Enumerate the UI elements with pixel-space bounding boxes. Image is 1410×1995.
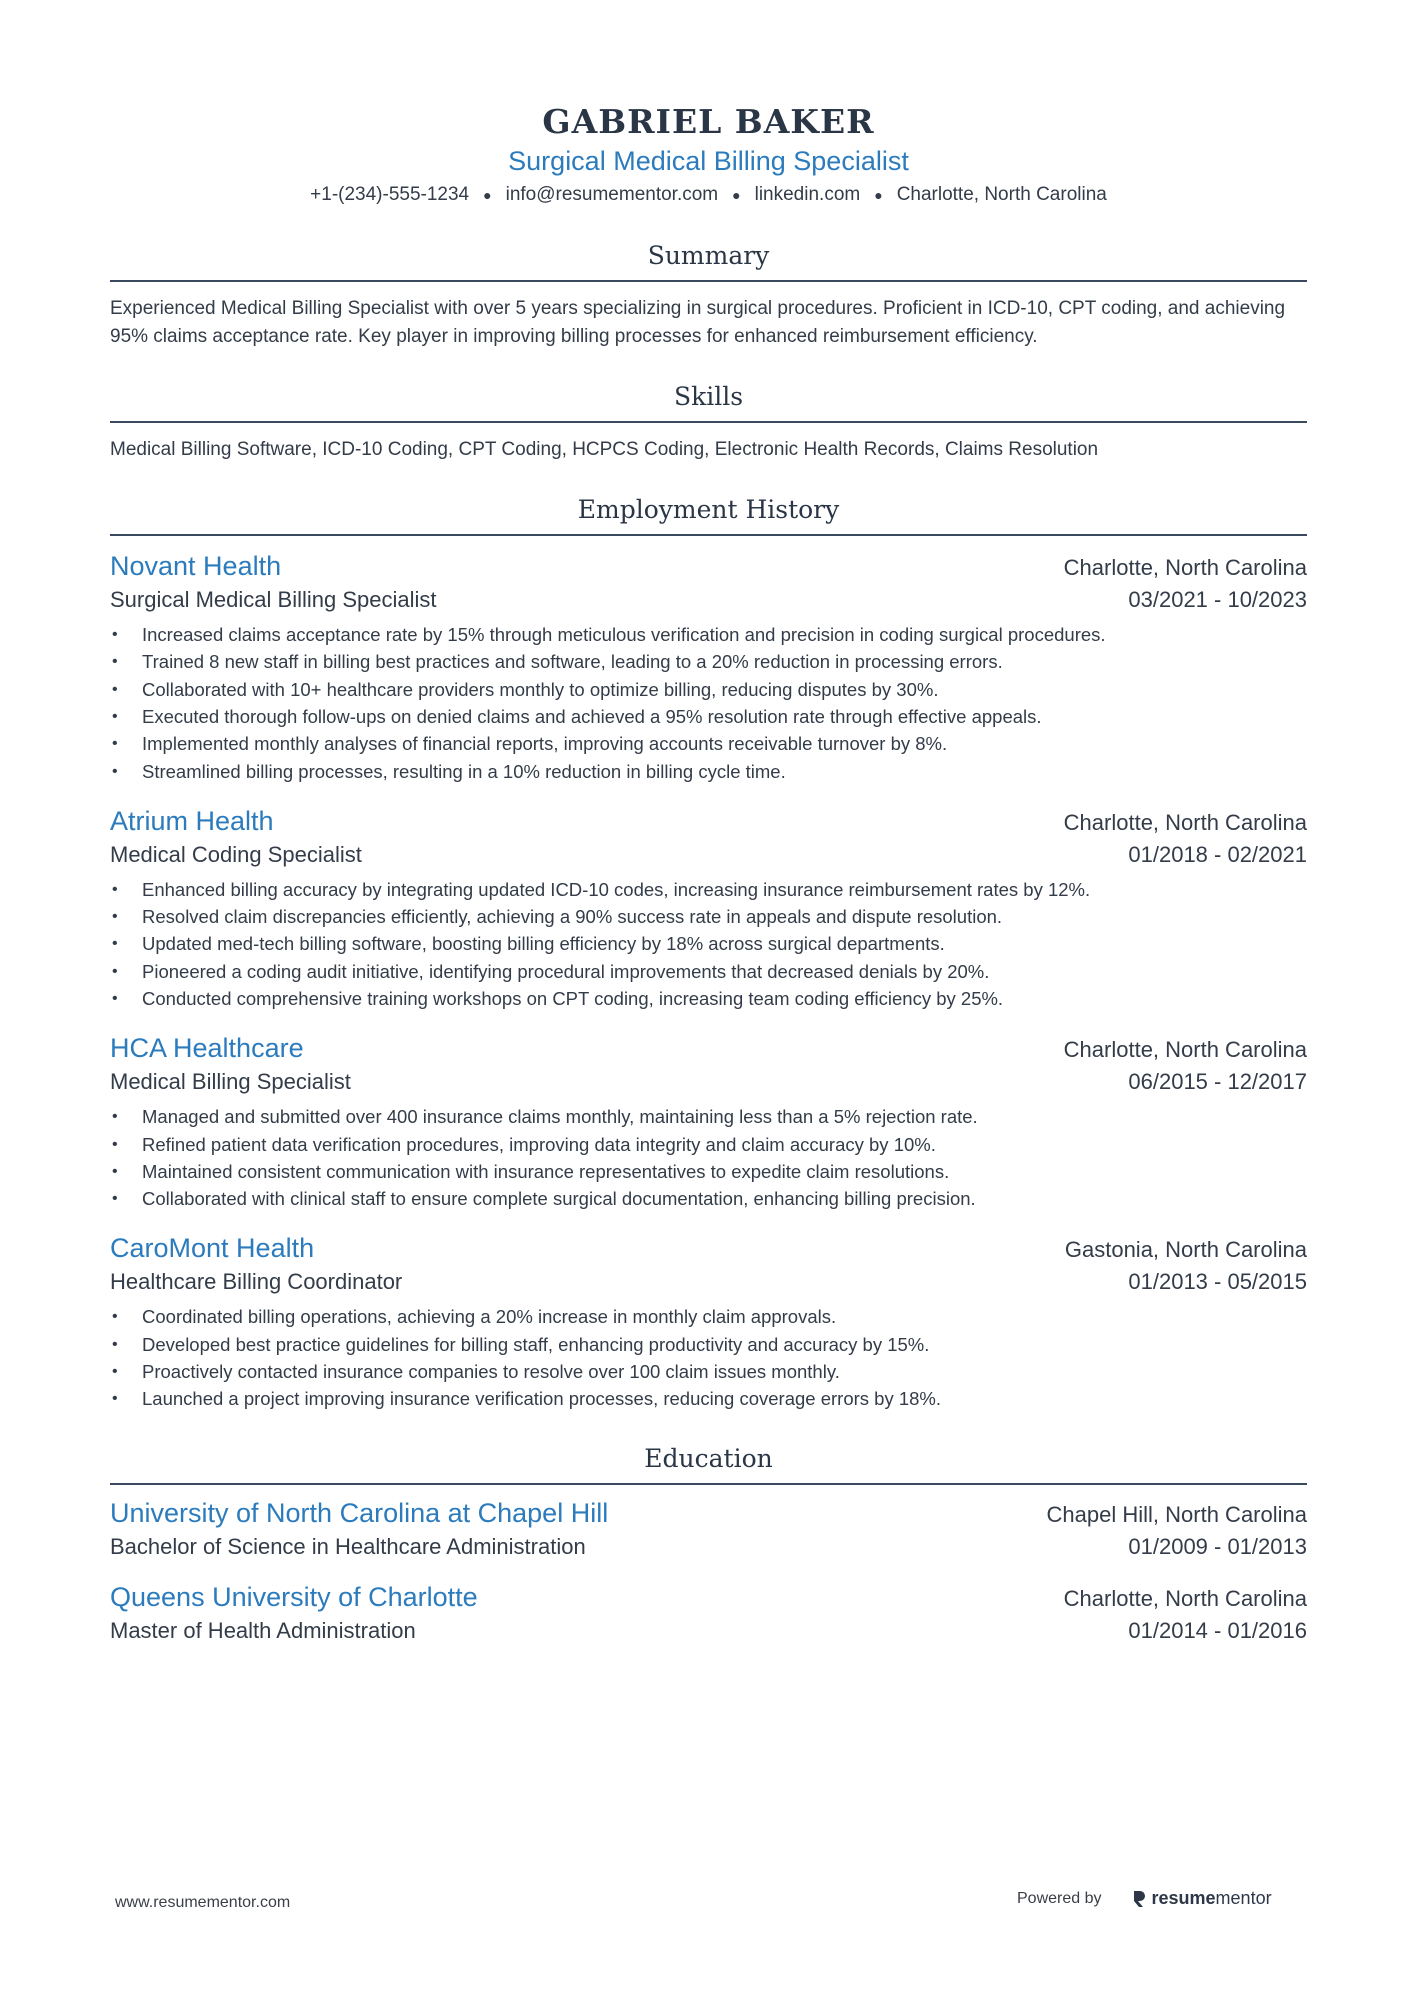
job-bullet: • Streamlined billing processes, resulting in a 10% reduction in billing cycle time.	[110, 758, 1307, 785]
degree-dates: 01/2009 - 01/2013	[1128, 1533, 1307, 1559]
school-header-row	[110, 1495, 1307, 1531]
job-bullet: • Conducted comprehensive training workshops on CPT coding, increasing team coding efficiency by 25%.	[110, 985, 1307, 1012]
brand-logo[interactable]	[1132, 1888, 1272, 1909]
degree-name: Master of Health Administration	[110, 1617, 416, 1643]
section-heading: Employment History	[110, 494, 1307, 536]
job-bullet: • Refined patient data verification procedures, improving data integrity and claim accuracy by 10%.	[110, 1131, 1307, 1158]
school-header-row	[110, 1579, 1307, 1615]
footer-website[interactable]: www.resumementor.com	[115, 1894, 291, 1911]
job-bullet: • Executed thorough follow-ups on denied claims and achieved a 95% resolution rate through effective appeals.	[110, 703, 1307, 730]
job-bullet: • Proactively contacted insurance companies to resolve over 100 claim issues monthly.	[110, 1358, 1307, 1385]
powered-by-label: Powered by	[1017, 1889, 1102, 1907]
job-bullet: • Managed and submitted over 400 insurance claims monthly, maintaining less than a 5% rejection rate.	[110, 1103, 1307, 1130]
job-role-row	[110, 584, 1307, 616]
education-list	[110, 1495, 1307, 1647]
job-bullet: • Collaborated with clinical staff to ensure complete surgical documentation, enhancing billing precision.	[110, 1185, 1307, 1212]
job-role-row	[110, 839, 1307, 871]
contact-phone: +1-(234)-555-1234	[310, 184, 470, 206]
education-section	[110, 1443, 1307, 1647]
job-entry	[110, 1230, 1307, 1412]
resume-header	[110, 100, 1307, 210]
job-bullet: • Updated med-tech billing software, boosting billing efficiency by 18% across surgical departments.	[110, 930, 1307, 957]
job-list	[110, 548, 1307, 1413]
job-role: Healthcare Billing Coordinator	[110, 1269, 403, 1295]
summary-text: Experienced Medical Billing Specialist with over 5 years specializing in surgical procedures. Proficient in ICD-10, CPT coding, and achieving 95% claims acceptance rate. Key player in improving billing processes for enhanced reimbursement efficiency.	[110, 298, 1286, 348]
company-name: Novant Health	[110, 551, 282, 582]
job-bullet: • Increased claims acceptance rate by 15% through meticulous verification and precision in coding surgical procedures.	[110, 621, 1307, 648]
job-entry	[110, 548, 1307, 785]
company-name: CaroMont Health	[110, 1233, 315, 1264]
brand-name-strong: resume	[1151, 1888, 1216, 1908]
job-location: Charlotte, North Carolina	[1063, 809, 1307, 835]
degree-dates: 01/2014 - 01/2016	[1128, 1617, 1307, 1643]
job-role-row	[110, 1066, 1307, 1098]
candidate-title: Surgical Medical Billing Specialist	[508, 146, 909, 176]
summary-section	[110, 240, 1307, 351]
company-name: HCA Healthcare	[110, 1033, 304, 1064]
job-location: Charlotte, North Carolina	[1063, 1037, 1307, 1063]
contact-linkedin[interactable]: linkedin.com	[754, 184, 861, 206]
school-name: University of North Carolina at Chapel Hill	[110, 1497, 609, 1528]
separator-dot: ●	[732, 187, 741, 203]
education-entry	[110, 1495, 1307, 1563]
section-heading: Summary	[110, 240, 1307, 282]
job-location: Gastonia, North Carolina	[1064, 1237, 1307, 1263]
company-name: Atrium Health	[110, 805, 274, 836]
separator-dot: ●	[874, 187, 883, 203]
school-location: Chapel Hill, North Carolina	[1046, 1501, 1307, 1527]
job-dates: 01/2013 - 05/2015	[1128, 1269, 1307, 1295]
brand-name-light: mentor	[1215, 1888, 1272, 1908]
separator-dot: ●	[483, 187, 492, 203]
job-bullet: • Implemented monthly analyses of financial reports, improving accounts receivable turnover by 8%.	[110, 730, 1307, 757]
job-header-row	[110, 548, 1307, 584]
job-role-row	[110, 1266, 1307, 1298]
job-bullet: • Resolved claim discrepancies efficiently, achieving a 90% success rate in appeals and dispute resolution.	[110, 903, 1307, 930]
skills-section	[110, 381, 1307, 464]
contact-email[interactable]: info@resumementor.com	[505, 184, 719, 206]
resumementor-logo-icon	[1132, 1890, 1146, 1908]
job-dates: 03/2021 - 10/2023	[1128, 587, 1307, 613]
resume-page	[110, 100, 1307, 1647]
job-role: Medical Coding Specialist	[110, 841, 362, 867]
job-bullet: • Pioneered a coding audit initiative, identifying procedural improvements that decreased denials by 20%.	[110, 958, 1307, 985]
job-dates: 01/2018 - 02/2021	[1128, 841, 1307, 867]
footer-powered-by	[1017, 1888, 1272, 1909]
employment-section	[110, 494, 1307, 1413]
section-heading: Skills	[110, 381, 1307, 423]
school-name: Queens University of Charlotte	[110, 1581, 478, 1612]
job-bullet: • Developed best practice guidelines for billing staff, enhancing productivity and accuracy by 15%.	[110, 1331, 1307, 1358]
skills-text: Medical Billing Software, ICD-10 Coding, CPT Coding, HCPCS Coding, Electronic Health Records, Claims Resolution	[110, 439, 1099, 461]
section-heading: Education	[110, 1443, 1307, 1485]
job-bullet-list	[110, 1303, 1307, 1412]
job-bullet: • Collaborated with 10+ healthcare providers monthly to optimize billing, reducing disputes by 30%.	[110, 676, 1307, 703]
contact-line	[110, 180, 1307, 210]
job-header-row	[110, 1230, 1307, 1266]
job-entry	[110, 803, 1307, 1012]
job-entry	[110, 1030, 1307, 1212]
job-role: Medical Billing Specialist	[110, 1069, 351, 1095]
job-bullet: • Enhanced billing accuracy by integrating updated ICD-10 codes, increasing insurance reimbursement rates by 12%.	[110, 876, 1307, 903]
job-location: Charlotte, North Carolina	[1063, 555, 1307, 581]
education-entry	[110, 1579, 1307, 1647]
job-bullet-list	[110, 876, 1307, 1012]
job-bullet: • Trained 8 new staff in billing best practices and software, leading to a 20% reduction in processing errors.	[110, 648, 1307, 675]
contact-location: Charlotte, North Carolina	[896, 184, 1107, 206]
degree-row	[110, 1531, 1307, 1563]
job-header-row	[110, 1030, 1307, 1066]
job-bullet-list	[110, 621, 1307, 785]
job-bullet: • Coordinated billing operations, achieving a 20% increase in monthly claim approvals.	[110, 1303, 1307, 1330]
job-bullet: • Launched a project improving insurance verification processes, reducing coverage errors by 18%.	[110, 1385, 1307, 1412]
job-header-row	[110, 803, 1307, 839]
degree-row	[110, 1615, 1307, 1647]
job-bullet: • Maintained consistent communication with insurance representatives to expedite claim resolutions.	[110, 1158, 1307, 1185]
job-bullet-list	[110, 1103, 1307, 1212]
degree-name: Bachelor of Science in Healthcare Administration	[110, 1533, 586, 1559]
candidate-name: GABRIEL BAKER	[542, 102, 875, 141]
job-dates: 06/2015 - 12/2017	[1128, 1069, 1307, 1095]
school-location: Charlotte, North Carolina	[1063, 1585, 1307, 1611]
job-role: Surgical Medical Billing Specialist	[110, 587, 437, 613]
